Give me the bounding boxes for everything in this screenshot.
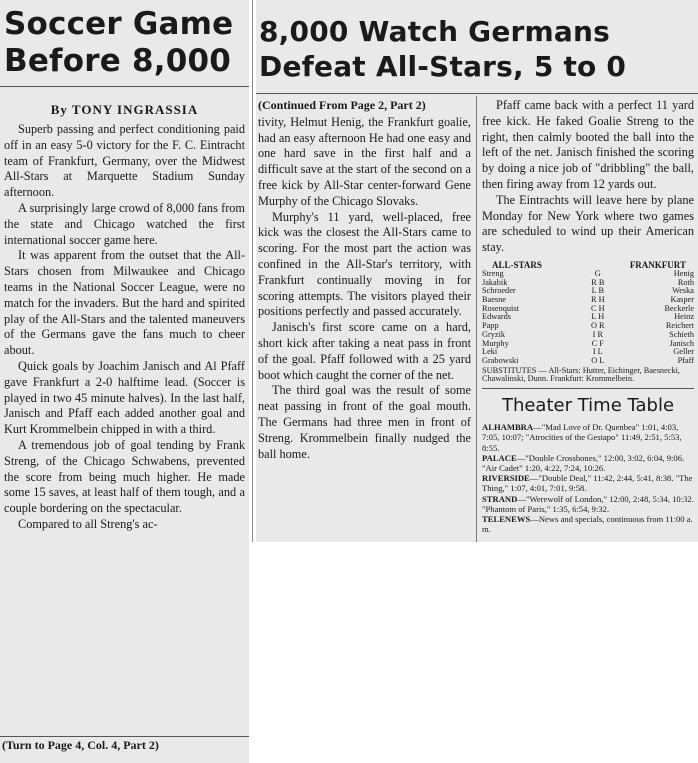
theater-name: STRAND	[482, 493, 518, 504]
lineup-away-player: Schieth	[669, 329, 694, 339]
theater-name: PALACE	[482, 452, 517, 463]
lineup-row	[482, 313, 694, 322]
theater-name: ALHAMBRA	[482, 422, 534, 433]
right-headline-line-2: Defeat All-Stars, 5 to 0	[259, 50, 627, 83]
right-article-clip	[256, 0, 698, 542]
left-headline-line-2: Before 8,000	[4, 43, 231, 79]
left-headline	[0, 0, 249, 80]
lineup-position: C F	[591, 338, 604, 348]
theater-name: RIVERSIDE	[482, 473, 530, 484]
lineup-away-player: Pfaff	[677, 356, 694, 365]
left-article-clip	[0, 0, 249, 763]
right-column-1	[258, 98, 471, 462]
right-headline-rule	[256, 93, 698, 94]
lineup-away-player: Janisch	[669, 338, 694, 348]
theater-entry	[482, 453, 694, 473]
lineup-row	[482, 305, 694, 314]
theater-schedule: —"Double Crossbones," 12:00, 3:02, 6:04, 9:06. "Air Cadet" 1:20, 4:22, 7:24, 10:26.	[482, 452, 685, 473]
lineup-home-team: ALL-STARS	[492, 259, 542, 270]
lineup-position: O L	[591, 356, 605, 365]
lineup-home-player: Schroeder	[482, 286, 516, 296]
continued-note: (Continued From Page 2, Part 2)	[258, 98, 426, 112]
lineup-home-player: Streng	[482, 268, 504, 278]
byline: By TONY INGRASSIA	[50, 102, 199, 117]
lineup-home-player: Baesne	[482, 295, 506, 305]
lineup-row	[482, 270, 694, 279]
left-article-body	[0, 122, 249, 533]
lineup-away-player: Beckerle	[664, 303, 694, 313]
lineup-row	[482, 322, 694, 331]
headline-rule	[0, 86, 249, 87]
lineup-substitutes: SUBSTITUTES — All-Stars: Hutter, Eichinger, Baesnecki, Chawalinski, Dunn. Frankfurt: Krommelbein.	[482, 365, 680, 384]
right-headline	[256, 0, 698, 84]
lineup-away-team: FRANKFURT	[629, 259, 686, 270]
lineup-row	[482, 331, 694, 340]
lineup-box	[482, 260, 694, 384]
lineup-position: O R	[590, 321, 605, 331]
theater-schedule: —"Double Deal," 11:42, 2:44, 5:41, 8:38. "The Thing," 1:07, 4:01, 7:01, 9:58.	[482, 473, 693, 494]
lineup-home-player: Grabowski	[482, 356, 519, 365]
lineup-away-player: Kasper	[670, 295, 694, 305]
lineup-table	[482, 270, 694, 366]
theater-schedule: —"Werewolf of London," 12:00, 2:48, 5:34, 10:32. "Phantom of Paris," 1:35, 6:54, 9:32.	[482, 493, 694, 514]
article-paragraph: tivity, Helmut Henig, the Frankfurt goalie, had an easy afternoon He had one easy and one hard save in the first half and a difficult save at the start of the second on a free kick by All-Star center-forward Gene Murphy of the Chicago Slovaks.	[258, 114, 471, 208]
lineup-home-player: Edwards	[482, 312, 512, 322]
lineup-position: R H	[590, 295, 605, 305]
theater-title: Theater Time Table	[501, 395, 675, 417]
theater-schedule: —"Mad Love of Dr. Quenbea" 1:01, 4:03, 7:05, 10:07; "Atrocities of the Gestapo" 11:49, 2:51, 5:53, 8:55.	[482, 422, 682, 453]
theater-rule	[482, 388, 694, 389]
lineup-away-player: Henig	[673, 268, 694, 278]
lineup-away-player: Heinz	[674, 312, 694, 322]
article-paragraph: The Eintrachts will leave here by plane Monday for New York where two games are scheduled to wind up their American stay.	[482, 192, 694, 255]
lineup-position: L B	[591, 286, 604, 296]
theater-name: TELENEWS	[482, 513, 531, 524]
article-paragraph: Janisch's first score came on a hard, short kick after taking a neat pass in front of the goal. Pfaff followed with a 25 yard boot which caught the corner of the net.	[258, 320, 471, 382]
theater-schedule: —News and specials, continuous from 11:00 a. m.	[482, 513, 693, 535]
lineup-position: C H	[590, 303, 605, 313]
theater-entry	[482, 422, 694, 453]
article-paragraph: A tremendous job of goal tending by Frank Streng, of the Chicago Schwabens, prevented the score from being much higher. He made some 15 saves, at least half of them tough, and a couple bordering on the spectacular.	[4, 437, 245, 516]
turn-rule	[0, 736, 249, 737]
article-paragraph: Quick goals by Joachim Janisch and Al Pfaff gave Frankfurt a 2-0 halftime lead. (Soccer is played in two 45 minute halves). In the last half, Janisch and Pfaff each added another goal and Kurt Krommelbein chipped in with a third.	[4, 358, 245, 437]
article-paragraph: Superb passing and perfect conditioning paid off in an easy 5-0 victory for the F. C. Eintracht team of Frankfurt, Germany, over the Midwest All-Stars at Marquette Stadium Sunday afternoon.	[4, 122, 245, 200]
lineup-home-player: Papp	[482, 321, 499, 331]
column-2-body	[482, 98, 694, 256]
lineup-away-player: Roth	[677, 277, 694, 287]
lineup-position: I L	[592, 347, 603, 357]
lineup-position: I R	[592, 329, 603, 339]
turn-page-note: (Turn to Page 4, Col. 4, Part 2)	[2, 738, 159, 752]
inner-column-divider	[476, 96, 477, 542]
lineup-away-player: Weska	[672, 286, 694, 296]
lineup-home-player: Leki	[482, 347, 498, 357]
lineup-away-player: Geller	[673, 347, 694, 357]
article-paragraph: It was apparent from the outset that the All-Stars chosen from Milwaukee and Chicago teams in the National Soccer League, were no match for the invaders. But the hard and spirited play of the All-Stars and the talented maneuvers of the Germans gave the fans much to cheer about.	[4, 248, 245, 358]
theater-entry	[482, 494, 694, 514]
article-paragraph: A surprisingly large crowd of 8,000 fans from the state and Chicago watched the first international soccer game here.	[4, 200, 245, 247]
lineup-home-player: Gryzik	[482, 329, 506, 339]
article-paragraph: Pfaff came back with a perfect 11 yard free kick. He faked Goalie Streng to the right, then calmly booted the ball into the left of the net. Janisch finished the scoring by doing a nice job of "dribbling" the ball, then firing away from 12 yards out.	[482, 98, 694, 191]
lineup-header	[482, 260, 694, 270]
right-headline-line-1: 8,000 Watch Germans	[259, 15, 611, 48]
lineup-position: R B	[591, 277, 605, 287]
article-paragraph: Murphy's 11 yard, well-placed, free kick was the closest the All-Stars came to scoring. For the most part the action was confined in the All-Star's territory, with Frankfurt continually moving in for scoring attempts. The visitors played their positions perfectly and passed accurately.	[258, 209, 471, 319]
lineup-away-player: Reichert	[665, 321, 694, 331]
theater-entry	[482, 473, 694, 493]
lineup-position: G	[594, 268, 601, 278]
column-divider	[252, 0, 253, 542]
lineup-home-player: Rosenquist	[482, 303, 519, 313]
lineup-row	[482, 357, 694, 366]
left-headline-line-1: Soccer Game	[4, 6, 234, 42]
lineup-row	[482, 287, 694, 296]
right-column-2	[482, 98, 694, 534]
article-paragraph: Compared to all Streng's ac-	[18, 516, 158, 531]
lineup-row	[482, 340, 694, 349]
lineup-position: L H	[591, 312, 605, 322]
lineup-home-player: Murphy	[482, 338, 509, 348]
theater-list	[482, 422, 694, 534]
article-paragraph: The third goal was the result of some neat passing in front of the goal mouth. The Germans had three men in front of Streng. Krommelbein finally nudged the ball home.	[258, 383, 471, 461]
lineup-home-player: Jakabik	[482, 277, 508, 287]
theater-entry	[482, 514, 694, 534]
